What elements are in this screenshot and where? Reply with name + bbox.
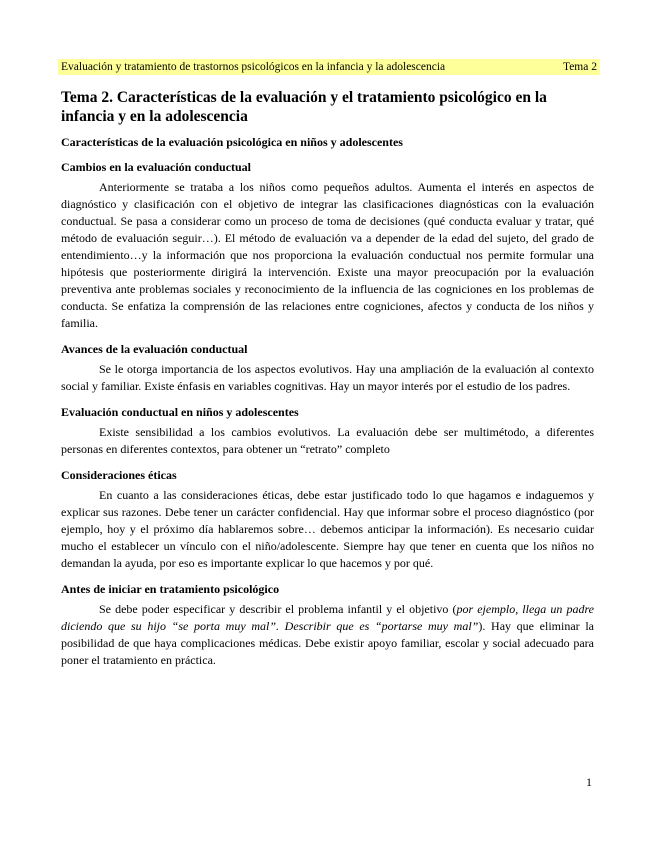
document-title: Tema 2. Características de la evaluación y el tratamiento psicológico en la infancia y en la adolescencia <box>61 89 547 125</box>
document-body <box>61 88 594 669</box>
subsection-heading-evaluacion: Evaluación conductual en niños y adolescentes <box>61 405 299 419</box>
running-header <box>58 59 600 75</box>
header-chapter: Tema 2 <box>562 61 597 73</box>
subsection-heading-cambios: Cambios en la evaluación conductual <box>61 160 252 174</box>
paragraph-cambios: Anteriormente se trataba a los niños como pequeños adultos. Aumenta el interés en aspectos de diagnóstico y clasificación con el objetivo de integrar las clasificaciones diagnósticas con la evaluación conductual. Se pasa a considerar como un proceso de toma de decisiones (qué conducta evaluar y tratar, qué método de evaluación seguir…). El método de evaluación va a depender de la edad del sujeto, del grado de entendimiento…y la información que nos proporciona la evaluación conductual nos permite formular una hipótesis que posteriormente dirigirá la intervención. Existe una mayor preocupación por la evaluación preventiva ante problemas sociales y reconocimiento de la influencia de las cogniciones en los problemas de conducta. Se enfatiza la comprensión de las relaciones entre cogniciones, afectos y conducta de los niños y familia. <box>61 180 594 330</box>
page-number: 1 <box>586 775 592 789</box>
paragraph-antes-post: ). Hay que eliminar la posibilidad de que haya complicaciones médicas. Debe existir apoyo familiar, escolar y social adecuado para poner el tratamiento en práctica. <box>61 619 594 667</box>
paragraph-antes-pre: Se debe poder especificar y describir el problema infantil y el objetivo ( <box>99 602 457 616</box>
section-heading: Características de la evaluación psicológica en niños y adolescentes <box>61 135 403 149</box>
subsection-heading-avances: Avances de la evaluación conductual <box>61 342 248 356</box>
subsection-heading-antes: Antes de iniciar en tratamiento psicológico <box>61 582 280 596</box>
paragraph-antes-italic: por ejemplo, llega un padre diciendo que su hijo “se porta muy mal”. Describir que es “portarse muy mal” <box>61 602 594 633</box>
header-title: Evaluación y tratamiento de trastornos psicológicos en la infancia y la adolescencia <box>61 61 446 73</box>
paragraph-evaluacion: Existe sensibilidad a los cambios evolutivos. La evaluación debe ser multimétodo, a diferentes personas en diferentes contextos, para obtener un “retrato” completo <box>61 425 594 456</box>
paragraph-eticas: En cuanto a las consideraciones éticas, debe estar justificado todo lo que hagamos e indaguemos y explicar sus razones. Debe tener un carácter confidencial. Hay que informar sobre el proceso diagnóstico (por ejemplo, hoy y el próximo día hablaremos sobre… debemos anticipar la información). Es necesario cuidar mucho el establecer un vínculo con el niño/adolescente. Siempre hay que tener en cuenta que los niños no demandan la ayuda, por eso es importante explicar lo que hacemos y por qué. <box>61 488 594 570</box>
subsection-heading-eticas: Consideraciones éticas <box>61 468 177 482</box>
paragraph-avances: Se le otorga importancia de los aspectos evolutivos. Hay una ampliación de la evaluación al contexto social y familiar. Existe énfasis en variables cognitivas. Hay un mayor interés por el estudio de los padres. <box>61 362 594 393</box>
paragraph-antes <box>61 601 594 669</box>
